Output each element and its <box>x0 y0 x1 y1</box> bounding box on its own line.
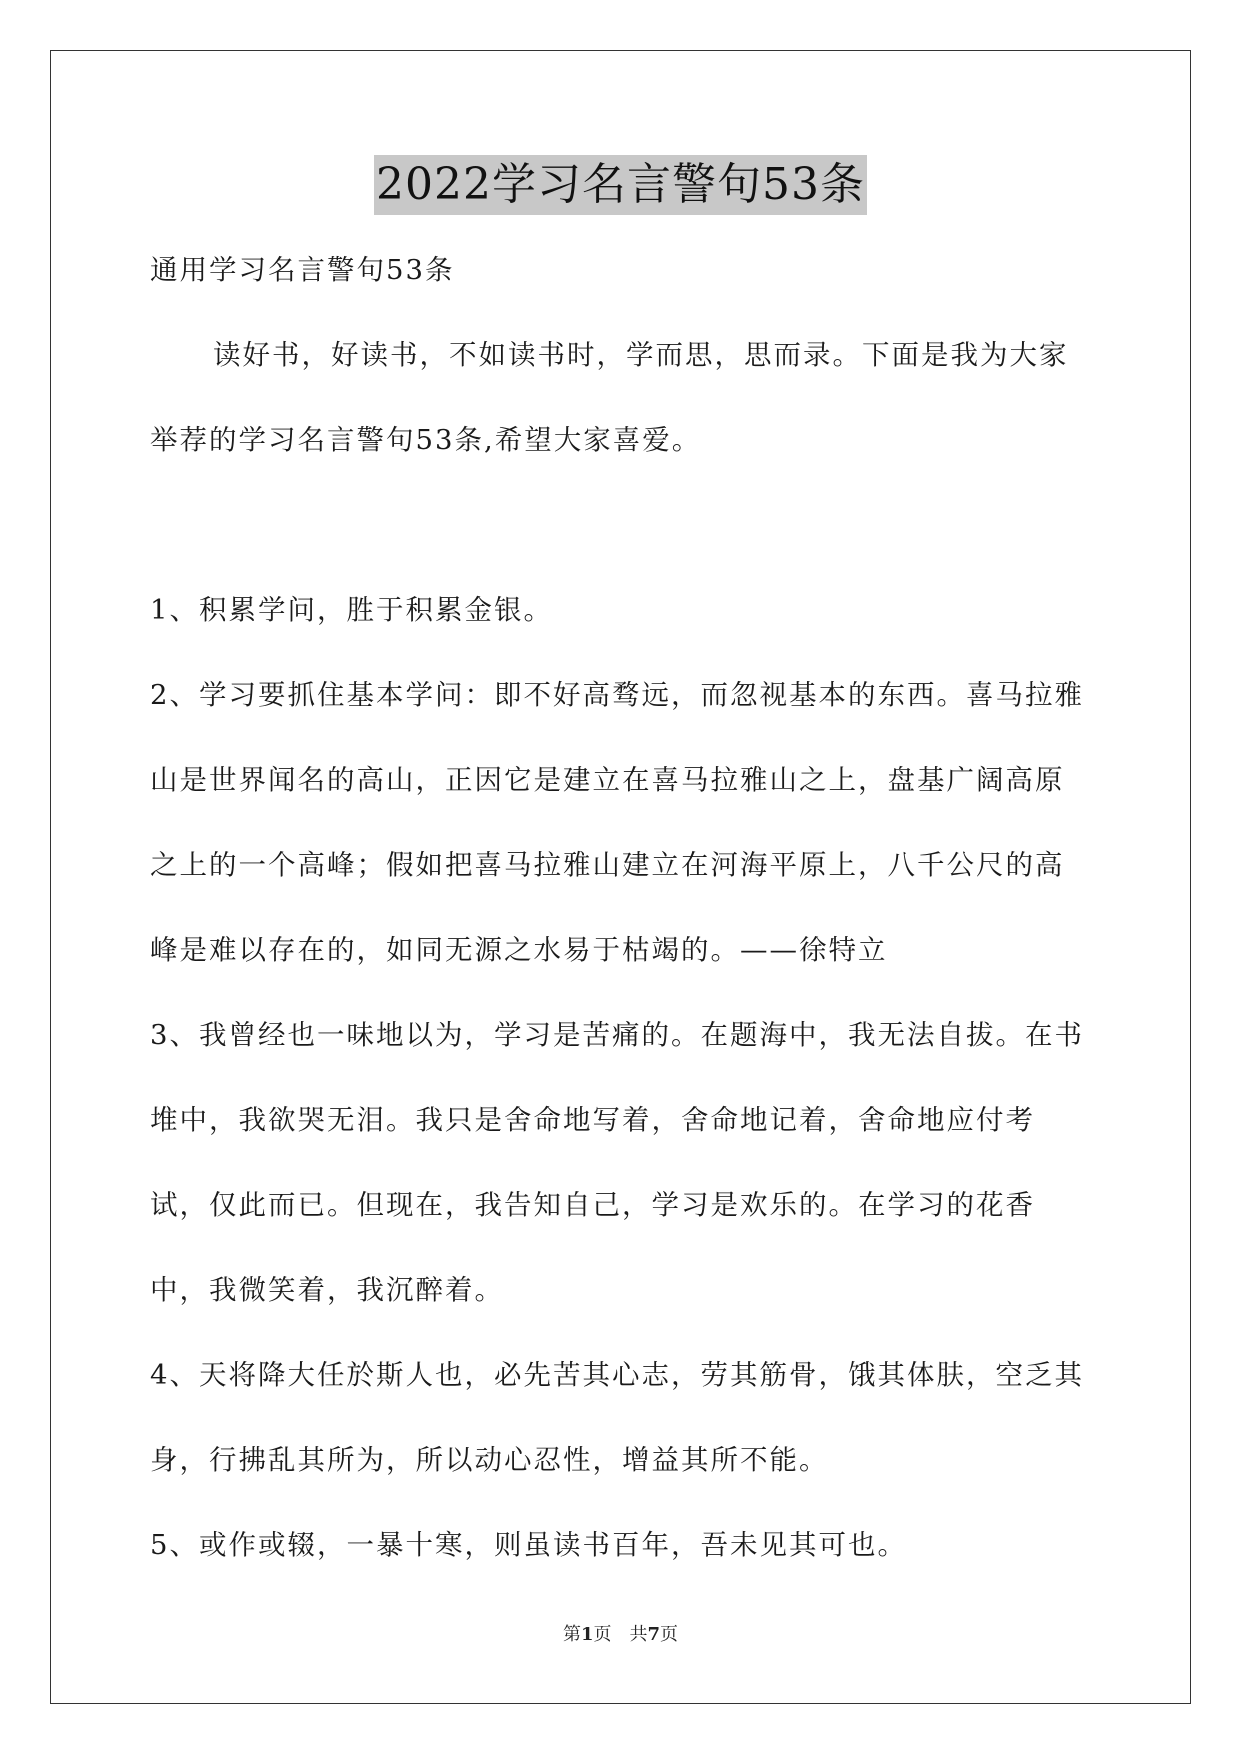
quote-item: 4、天将降大任於斯人也，必先苦其心志，劳其筋骨，饿其体肤，空乏其身，行拂乱其所为，所以动心忍性，增益其所不能。 <box>150 1359 1084 1476</box>
quote-item: 5、或作或辍，一暴十寒，则虽读书百年，吾未见其可也。 <box>150 1529 907 1561</box>
page-footer <box>0 1620 1241 1646</box>
title-container <box>0 155 1241 215</box>
quote-item: 2、学习要抓住基本学问：即不好高骛远，而忽视基本的东西。喜马拉雅山是世界闻名的高山，正因它是建立在喜马拉雅山之上，盘基广阔高原之上的一个高峰；假如把喜马拉雅山建立在河海平原上，八千公尺的高峰是难以存在的，如同无源之水易于枯竭的。——徐特立 <box>150 679 1084 966</box>
page-prefix: 第 <box>562 1624 581 1645</box>
current-page-number: 1 <box>580 1624 594 1645</box>
total-suffix: 页 <box>660 1624 679 1645</box>
document-body <box>150 228 1090 1588</box>
blank-line <box>150 483 1090 568</box>
document-subtitle: 通用学习名言警句53条 <box>150 254 455 286</box>
page-suffix: 页 <box>593 1624 612 1645</box>
document-title: 2022学习名言警句53条 <box>374 155 867 215</box>
quote-item: 1、积累学问，胜于积累金银。 <box>150 594 553 626</box>
total-page-number: 7 <box>647 1624 661 1645</box>
total-prefix: 共 <box>629 1624 648 1645</box>
intro-paragraph: 读好书，好读书，不如读书时，学而思，思而录。下面是我为大家举荐的学习名言警句53条,希望大家喜爱。 <box>150 339 1069 456</box>
quote-item: 3、我曾经也一味地以为，学习是苦痛的。在题海中，我无法自拔。在书堆中，我欲哭无泪。我只是舍命地写着，舍命地记着，舍命地应付考试，仅此而已。但现在，我告知自己，学习是欢乐的。在学习的花香中，我微笑着，我沉醉着。 <box>150 1019 1084 1306</box>
